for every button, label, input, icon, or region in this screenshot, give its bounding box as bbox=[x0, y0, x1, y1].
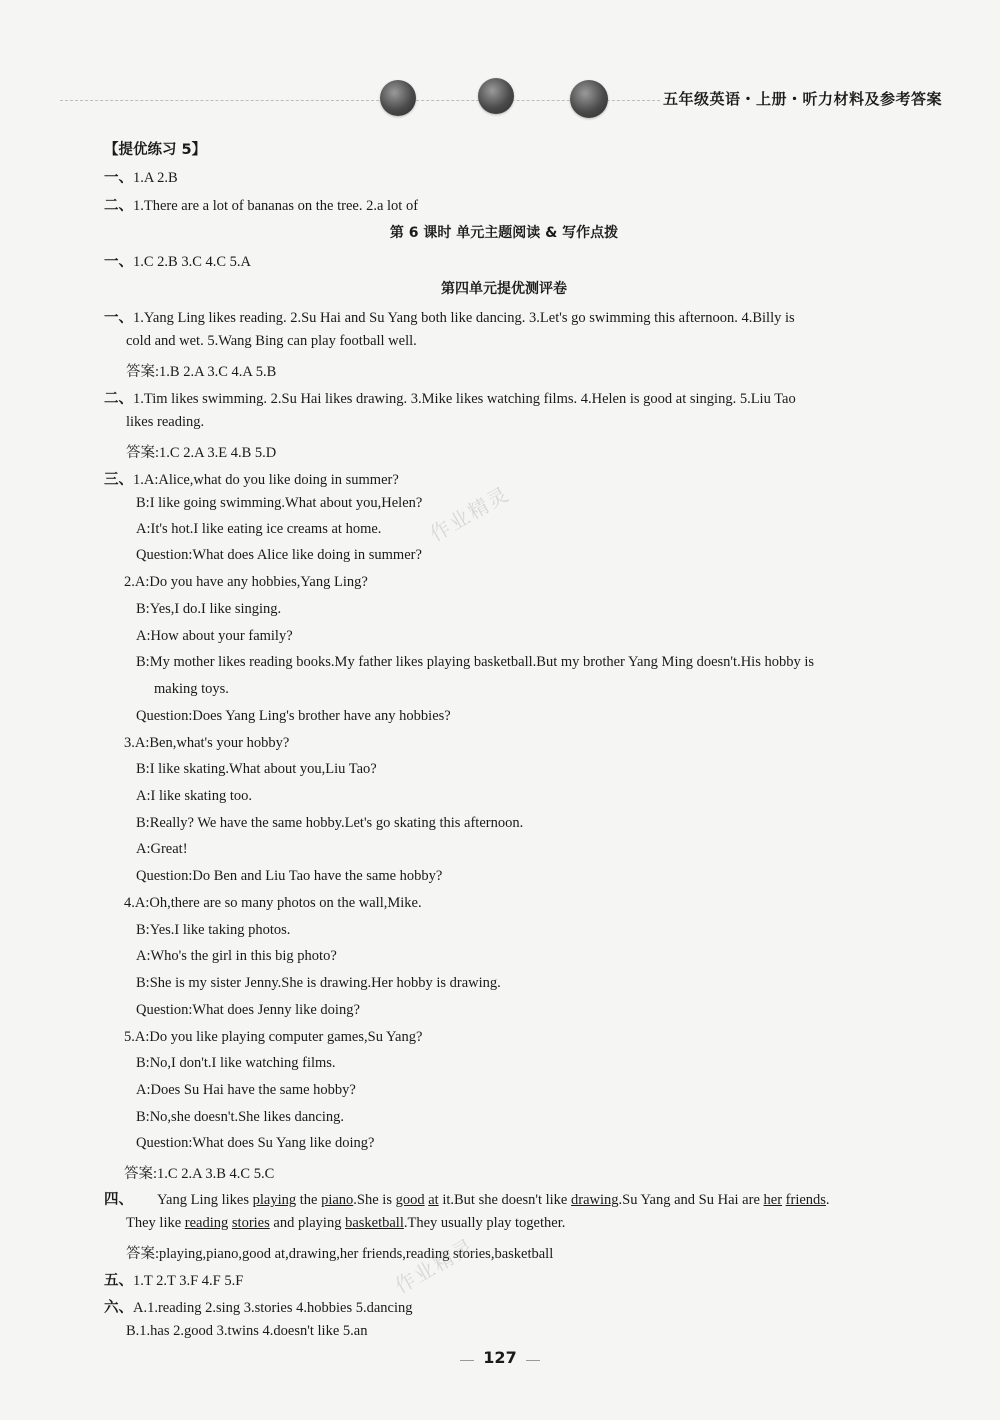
dialogue-line: A:Does Su Hai have the same hobby? bbox=[136, 1082, 356, 1098]
header-title: 五年级英语・上册・听力材料及参考答案 bbox=[662, 90, 942, 108]
blank-answer: playing bbox=[252, 1192, 297, 1208]
dialogue-line: A:Who's the girl in this big photo? bbox=[136, 948, 337, 964]
answer-line: B.1.has 2.good 3.twins 4.doesn't like 5.an bbox=[126, 1323, 368, 1339]
blank-answer: drawing bbox=[571, 1192, 619, 1208]
dialogue-line: B:Really? We have the same hobby.Let's go skating this afternoon. bbox=[136, 815, 524, 831]
blank-answer: her bbox=[763, 1192, 783, 1208]
dialogue-line: B:No,I don't.I like watching films. bbox=[136, 1055, 336, 1071]
listening-material-line: cold and wet. 5.Wang Bing can play football well. bbox=[126, 333, 417, 349]
page-number: 127 bbox=[483, 1348, 517, 1367]
passage-line: 四、 Yang Ling likes playing the piano.She is good at it.But she doesn't like drawing.Su Yang and Su Hai are her friends. bbox=[104, 1192, 830, 1208]
dialogue-line: B:I like skating.What about you,Liu Tao? bbox=[136, 761, 377, 777]
dialogue-line: 5.A:Do you like playing computer games,Su Yang? bbox=[124, 1029, 423, 1045]
dialogue-line: A:It's hot.I like eating ice creams at home. bbox=[136, 521, 382, 537]
answer-line: 一、1.A 2.B bbox=[104, 170, 178, 186]
watermark: 作业精灵 bbox=[390, 1233, 479, 1299]
dialogue-line: B:She is my sister Jenny.She is drawing.Her hobby is drawing. bbox=[136, 975, 501, 991]
dialogue-line: Question:What does Su Yang like doing? bbox=[136, 1135, 375, 1151]
answer-key: 答案:playing,piano,good at,drawing,her friends,reading stories,basketball bbox=[126, 1246, 554, 1262]
dialogue-line: B:Yes.I like taking photos. bbox=[136, 922, 291, 938]
blank-answer: stories bbox=[231, 1215, 270, 1231]
lesson-title: 第 6 课时 单元主题阅读 & 写作点拨 bbox=[389, 225, 619, 241]
dialogue-line: B:Yes,I do.I like singing. bbox=[136, 601, 282, 617]
decorative-illustration-icon bbox=[380, 80, 416, 116]
blank-answer: friends bbox=[785, 1192, 826, 1208]
section-title: 【提优练习 5】 bbox=[104, 142, 207, 158]
unit-test-title: 第四单元提优测评卷 bbox=[441, 281, 567, 297]
dialogue-line: Question:Does Yang Ling's brother have any hobbies? bbox=[136, 708, 451, 724]
answer-line: 六、A.1.reading 2.sing 3.stories 4.hobbies 5.dancing bbox=[104, 1300, 413, 1316]
footer-rule-right bbox=[526, 1360, 540, 1361]
blank-answer: at bbox=[428, 1192, 439, 1208]
dialogue-line: B:I like going swimming.What about you,Helen? bbox=[136, 495, 423, 511]
blank-answer: piano bbox=[321, 1192, 354, 1208]
answer-key: 答案:1.B 2.A 3.C 4.A 5.B bbox=[126, 364, 277, 380]
dialogue-line: 4.A:Oh,there are so many photos on the wall,Mike. bbox=[124, 895, 422, 911]
dialogue-line: Question:Do Ben and Liu Tao have the same hobby? bbox=[136, 868, 443, 884]
answer-line: 一、1.C 2.B 3.C 4.C 5.A bbox=[104, 254, 252, 270]
dialogue-line: A:How about your family? bbox=[136, 628, 293, 644]
dialogue-line: Question:What does Jenny like doing? bbox=[136, 1002, 360, 1018]
dialogue-line: Question:What does Alice like doing in summer? bbox=[136, 547, 422, 563]
dialogue-line: A:I like skating too. bbox=[136, 788, 252, 804]
answer-line: 二、1.There are a lot of bananas on the tree. 2.a lot of bbox=[104, 198, 419, 214]
dialogue-line: making toys. bbox=[154, 681, 229, 697]
dialogue-line: 2.A:Do you have any hobbies,Yang Ling? bbox=[124, 574, 368, 590]
decorative-illustration-icon bbox=[570, 80, 608, 118]
answer-line: 五、1.T 2.T 3.F 4.F 5.F bbox=[104, 1273, 244, 1289]
answer-key: 答案:1.C 2.A 3.B 4.C 5.C bbox=[124, 1166, 275, 1182]
blank-answer: good bbox=[395, 1192, 425, 1208]
dialogue-line: 三、1.A:Alice,what do you like doing in summer? bbox=[104, 472, 399, 488]
dialogue-line: B:My mother likes reading books.My father likes playing basketball.But my brother Yang Ming doesn't.His hobby is bbox=[136, 654, 815, 670]
listening-material-line: 一、1.Yang Ling likes reading. 2.Su Hai and Su Yang both like dancing. 3.Let's go swimming this afternoon. 4.Billy is bbox=[104, 310, 795, 326]
blank-answer: basketball bbox=[345, 1215, 404, 1231]
listening-material-line: 二、1.Tim likes swimming. 2.Su Hai likes drawing. 3.Mike likes watching films. 4.Helen is good at singing. 5.Liu Tao bbox=[104, 391, 796, 407]
dialogue-line: A:Great! bbox=[136, 841, 188, 857]
passage-line: They like reading stories and playing basketball.They usually play together. bbox=[126, 1215, 566, 1231]
blank-answer: reading bbox=[184, 1215, 229, 1231]
watermark: 作业精灵 bbox=[425, 481, 514, 547]
dialogue-line: B:No,she doesn't.She likes dancing. bbox=[136, 1109, 345, 1125]
answer-key: 答案:1.C 2.A 3.E 4.B 5.D bbox=[126, 445, 277, 461]
decorative-illustration-icon bbox=[478, 78, 514, 114]
dialogue-line: 3.A:Ben,what's your hobby? bbox=[124, 735, 290, 751]
listening-material-line: likes reading. bbox=[126, 414, 205, 430]
